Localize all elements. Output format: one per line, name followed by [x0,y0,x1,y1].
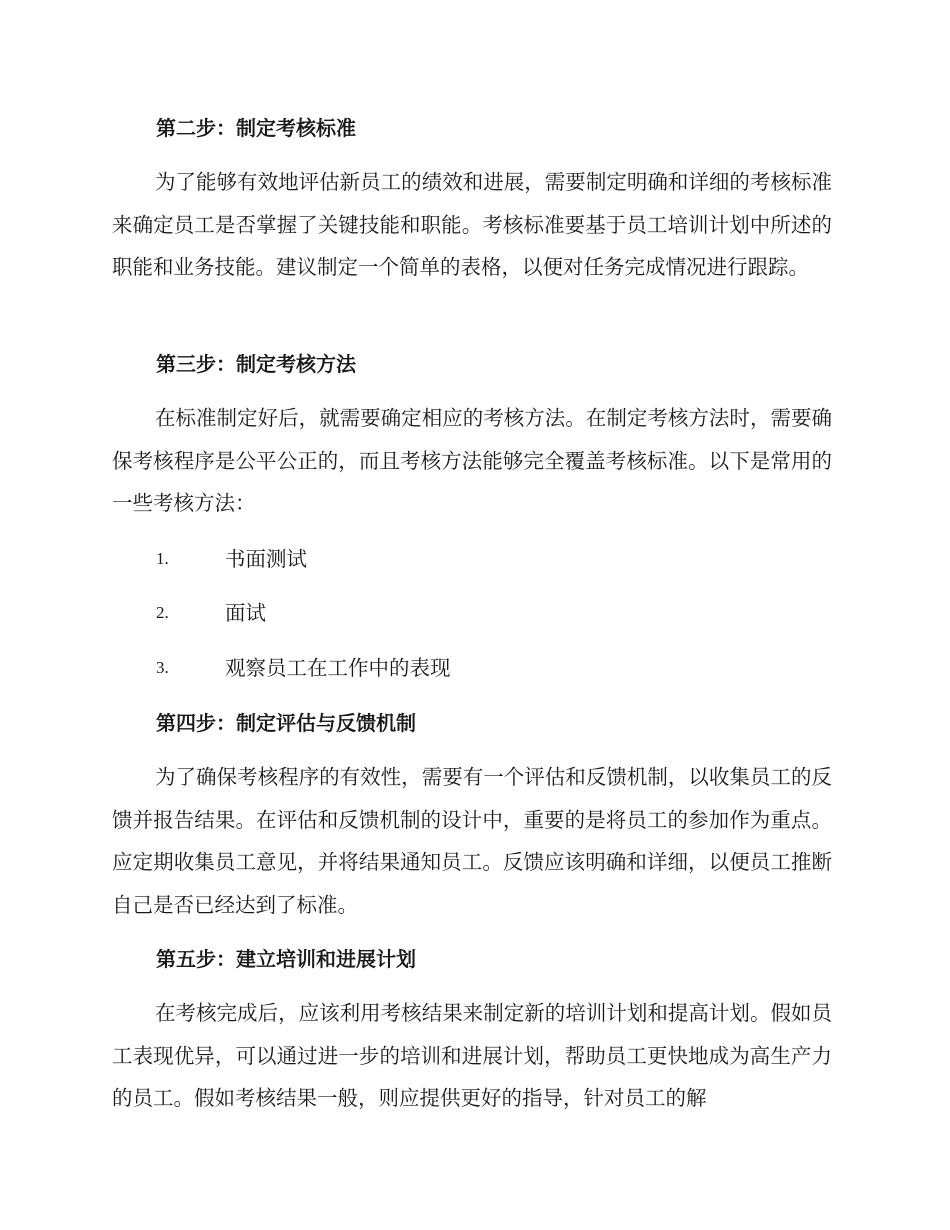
list-item [156,545,656,573]
list-number: 2. [156,603,169,622]
list-text: 面试 [225,601,266,625]
section-heading-step5: 第五步：建立培训和进展计划 [156,947,416,971]
section-paragraph-step5: 在考核完成后，应该利用考核结果来制定新的培训计划和提高计划。假如员工表现优异，可以通过进一步的培训和进展计划，帮助员工更快地成为高生产力的员工。假如考核结果一般，则应提供更好的指导，针对员工的解 [112,1001,832,1110]
section-heading-step4: 第四步：制定评估与反馈机制 [156,711,416,735]
section-heading-step3: 第三步：制定考核方法 [156,352,356,376]
section-paragraph-step3: 在标准制定好后，就需要确定相应的考核方法。在制定考核方法时，需要确保考核程序是公平公正的，而且考核方法能够完全覆盖考核标准。以下是常用的一些考核方法： [112,406,832,515]
list-text: 观察员工在工作中的表现 [225,656,451,680]
section-paragraph-step2: 为了能够有效地评估新员工的绩效和进展，需要制定明确和详细的考核标准来确定员工是否掌握了关键技能和职能。考核标准要基于员工培训计划中所述的职能和业务技能。建议制定一个简单的表格，以便对任务完成情况进行跟踪。 [112,170,832,279]
section-paragraph-step4: 为了确保考核程序的有效性，需要有一个评估和反馈机制，以收集员工的反馈并报告结果。在评估和反馈机制的设计中，重要的是将员工的参加作为重点。应定期收集员工意见，并将结果通知员工。反馈应该明确和详细，以便员工推断自己是否已经达到了标准。 [112,765,832,917]
list-item [156,599,656,627]
list-text: 书面测试 [225,547,307,571]
list-number: 3. [156,658,169,677]
list-item [156,654,656,682]
section-heading-step2: 第二步：制定考核标准 [156,116,356,140]
list-number: 1. [156,549,169,568]
